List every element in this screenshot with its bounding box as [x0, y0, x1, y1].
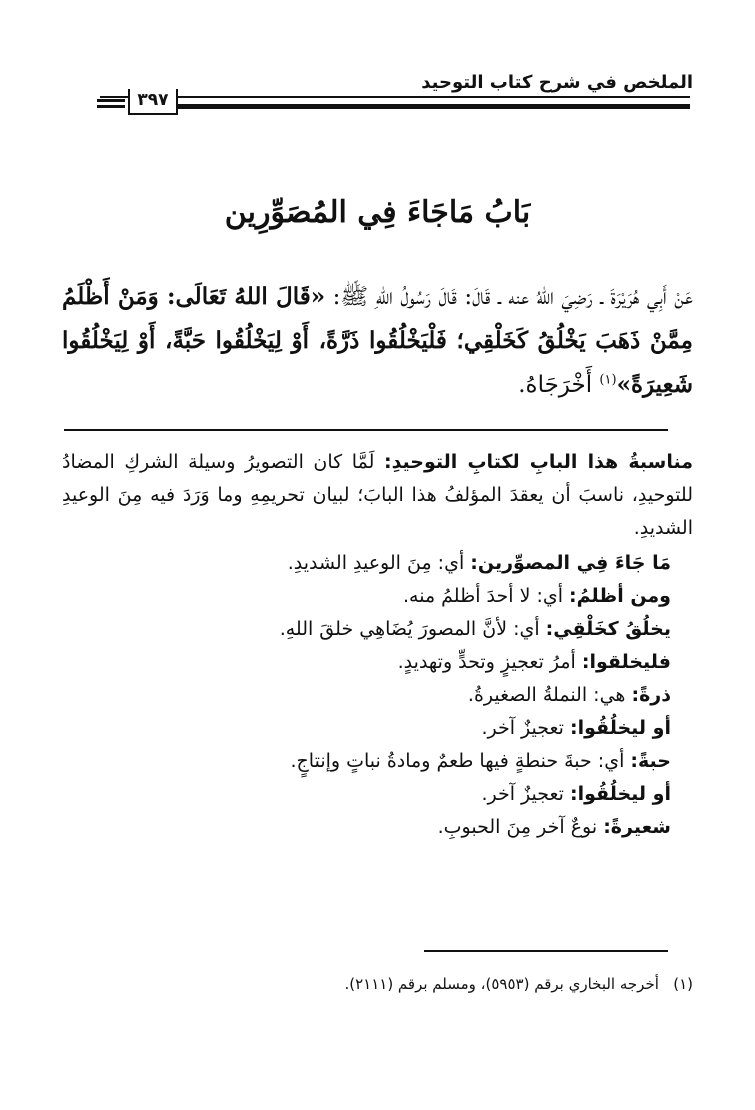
footnote [62, 975, 693, 993]
commentary-intro [62, 446, 693, 545]
footnote-text: أخرجه البخاري برقم (٥٩٥٣)، ومسلم برقم (٢١١١). [344, 975, 659, 993]
intro-label: مناسبةُ هذا البابِ لكتابِ التوحيدِ: [383, 451, 694, 473]
page-number-ornament [97, 99, 125, 111]
term-entry [62, 745, 693, 778]
hadith-narration: عَنْ أَبِي هُرَيْرَةَ ـ رَضِيَ اللهُ عنه ـ قَالَ: قَالَ رَسُولُ اللهِ ﷺ: [332, 284, 693, 310]
commentary [62, 446, 693, 844]
term-word: ومن أظلمُ: [569, 585, 671, 607]
term-word: فليخلقوا: [581, 651, 671, 673]
term-explanation: نوعٌ آخر مِنَ الحبوبِ. [437, 816, 598, 838]
running-header-title: الملخص في شرح كتاب التوحيد [421, 72, 693, 93]
header-rule [100, 96, 690, 98]
term-entry [62, 778, 693, 811]
term-entry [62, 811, 693, 844]
chapter-title: بَابُ مَاجَاءَ فِي المُصَوِّرِين [224, 195, 531, 230]
page-number: ٣٩٧ [128, 89, 178, 115]
term-word: ذرةً: [631, 684, 671, 706]
hadith-quote: «قَالَ اللهُ تَعَالَى: وَمَنْ أَظْلَمُ مِمَّنْ ذَهَبَ يَخْلُقُ كَخَلْقِي؛ فَلْيَخْلُقُوا ذَرَّةً، أَوْ لِيَخْلُقُوا حَبَّةً، أَوْ لِيَخْلُقُوا شَعِيرَةً» [62, 283, 693, 398]
term-explanation: أي: لا أحدَ أظلمُ منه. [402, 585, 563, 607]
intro-text: لَمَّا كان التصويرُ وسيلة الشركِ المضادُ للتوحيدِ، ناسبَ أن يعقدَ المؤلفُ هذا البابَ؛ لبيان تحريمِهِ وما وَرَدَ فيه مِنَ الوعيدِ الشديدِ. [62, 451, 693, 539]
hadith-closing: أَخْرَجَاهُ. [518, 372, 593, 398]
footnote-reference: (١) [599, 372, 617, 388]
term-entry [62, 646, 693, 679]
term-entry [62, 580, 693, 613]
header-rule-thick [172, 104, 690, 109]
term-explanation: أي: مِنَ الوعيدِ الشديدِ. [287, 552, 465, 574]
term-word: أو ليخلُقُوا: [570, 783, 671, 805]
footnote-number: (١) [673, 975, 693, 993]
term-explanation: أي: لأنَّ المصورَ يُضَاهِي خلقَ اللهِ. [279, 618, 540, 640]
footnote-rule [424, 950, 668, 952]
term-explanation: تعجيزٌ آخر. [481, 783, 564, 805]
term-entry [62, 613, 693, 646]
term-word: مَا جَاءَ فِي المصوِّرين: [470, 552, 671, 574]
term-explanation: أمرُ تعجيزٍ وتحدٍّ وتهديدٍ. [397, 651, 576, 673]
term-explanation: هي: النملةُ الصغيرةُ. [467, 684, 626, 706]
term-word: شعيرةً: [603, 816, 671, 838]
term-word: حبةً: [630, 750, 671, 772]
term-explanation: تعجيزٌ آخر. [481, 717, 564, 739]
term-word: يخلُقُ كخَلْقِي: [545, 618, 671, 640]
term-entry [62, 679, 693, 712]
term-entry [62, 712, 693, 745]
term-explanation: أي: حبةَ حنطةٍ فيها طعمٌ ومادةُ نباتٍ وإنتاجٍ. [290, 750, 625, 772]
section-divider [64, 429, 668, 431]
term-word: أو ليخلُقُوا: [570, 717, 671, 739]
hadith-text [62, 275, 693, 407]
term-entry [62, 547, 693, 580]
